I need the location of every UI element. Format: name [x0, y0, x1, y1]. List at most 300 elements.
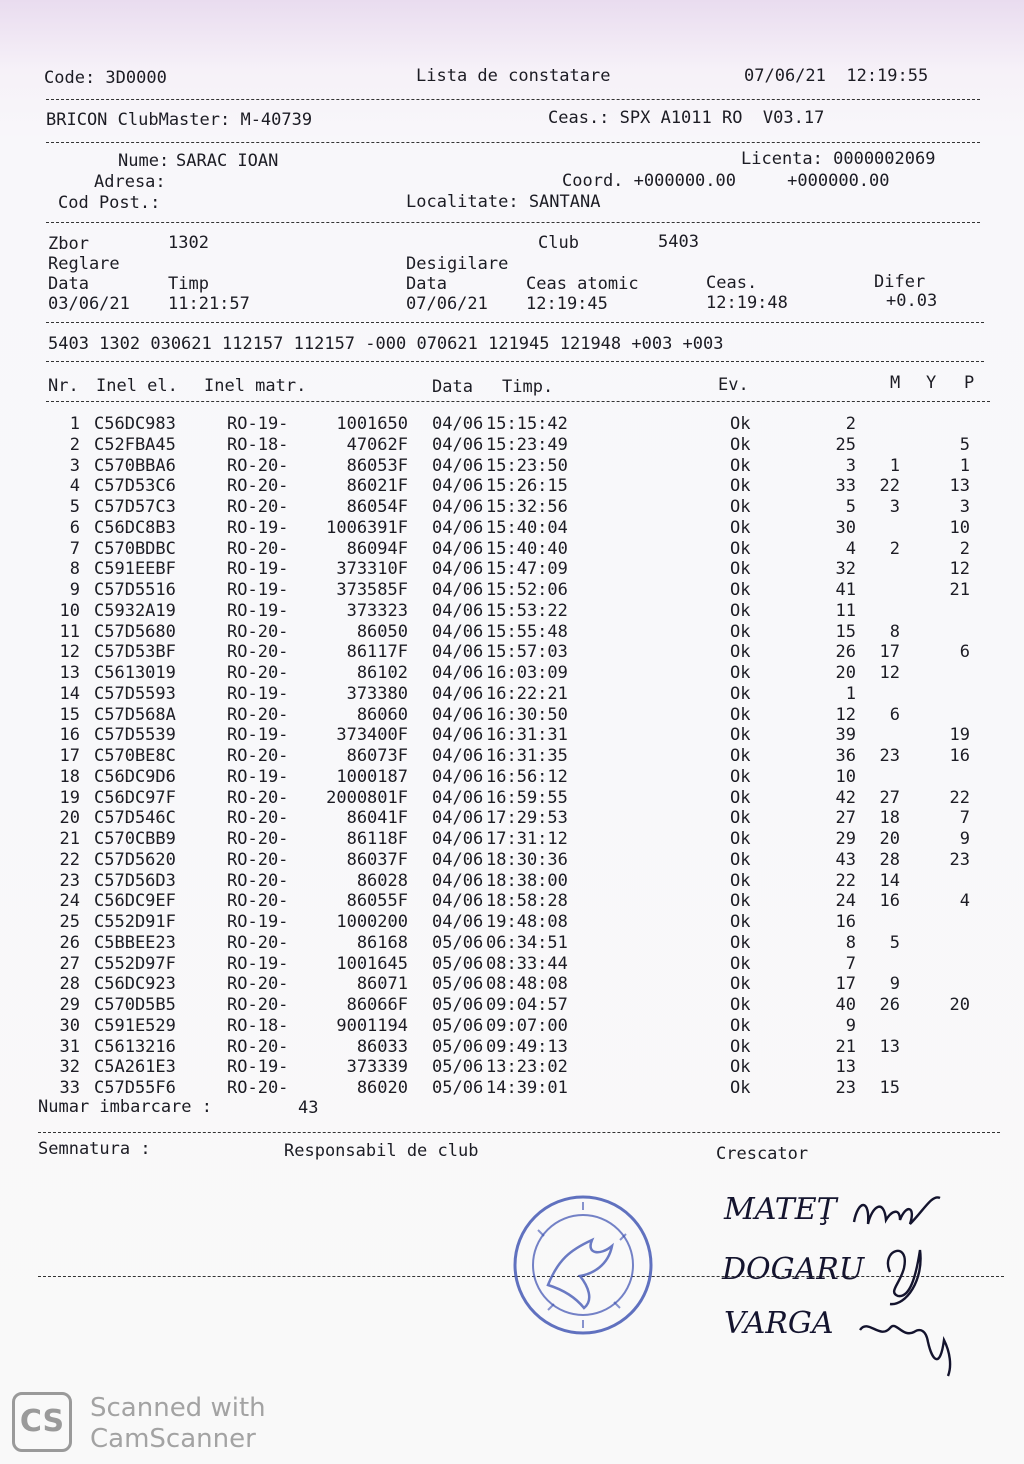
reglare-data: 03/06/21: [48, 294, 130, 314]
col-timp: Timp.: [502, 377, 554, 397]
row-number: 10: [59, 600, 80, 621]
col-p-value: 19: [949, 725, 970, 746]
codpost-label: Cod Post.:: [58, 193, 161, 213]
col-y-value: 22: [879, 476, 900, 497]
ring-prefix: RO-19-: [227, 1057, 289, 1078]
table-row: [0, 954, 1024, 975]
arrival-time: 15:23:49: [486, 434, 568, 455]
arrival-time: 18:58:28: [486, 891, 568, 912]
arrival-time: 08:33:44: [486, 953, 568, 974]
col-m-value: 16: [835, 912, 856, 932]
divider: [46, 401, 990, 402]
table-row: [0, 1057, 1024, 1078]
electronic-ring: C56DC9D6: [94, 766, 176, 787]
ring-prefix: RO-20-: [227, 476, 289, 497]
event-status: Ok: [730, 808, 751, 829]
ring-number: 86041F: [346, 808, 408, 829]
event-status: Ok: [730, 1036, 751, 1057]
event-status: Ok: [730, 746, 751, 766]
table-row: [0, 580, 1024, 601]
electronic-ring: C57D568A: [94, 704, 176, 725]
table-row: [0, 1078, 1024, 1099]
divider: [46, 322, 984, 323]
table-row: [0, 414, 1024, 435]
ring-number: 86054F: [346, 497, 408, 517]
col-m-value: 41: [835, 580, 856, 600]
col-m-value: 42: [835, 787, 856, 808]
row-number: 12: [59, 642, 80, 663]
table-row: [0, 871, 1024, 892]
divider: [38, 1132, 1000, 1133]
ring-prefix: RO-20-: [227, 995, 289, 1015]
col-m-value: 17: [835, 974, 856, 995]
event-status: Ok: [730, 683, 751, 704]
col-inel-el: Inel el.: [96, 376, 178, 396]
ceas-label: Ceas.: [706, 273, 758, 293]
col-m-value: 36: [835, 746, 856, 766]
event-status: Ok: [730, 621, 751, 642]
arrival-date: 05/06: [432, 1078, 484, 1098]
col-y-value: 13: [879, 1036, 900, 1057]
col-y-value: 26: [879, 995, 900, 1015]
zbor-value: 1302: [168, 233, 209, 253]
col-y-value: 1: [889, 455, 900, 476]
event-status: Ok: [730, 538, 751, 559]
arrival-date: 04/06: [432, 580, 484, 600]
arrival-date: 05/06: [432, 1057, 484, 1078]
col-m-value: 22: [835, 870, 856, 891]
col-y-value: 18: [879, 808, 900, 829]
electronic-ring: C5932A19: [94, 600, 176, 621]
row-number: 33: [59, 1078, 80, 1098]
arrival-time: 16:31:35: [486, 746, 568, 766]
electronic-ring: C57D56D3: [94, 870, 176, 891]
col-m-value: 3: [845, 455, 856, 476]
col-y-value: 3: [889, 497, 900, 517]
col-m-value: 25: [835, 434, 856, 455]
license-text: Licenta: 0000002069: [741, 149, 936, 169]
arrival-time: 18:38:00: [486, 870, 568, 891]
electronic-ring: C5BBEE23: [94, 932, 176, 953]
arrival-time: 16:03:09: [486, 663, 568, 683]
ring-number: 373310F: [336, 559, 408, 580]
ring-number: 86117F: [346, 642, 408, 663]
ceas-atomic-value: 12:19:45: [526, 294, 608, 314]
ring-prefix: RO-20-: [227, 829, 289, 849]
col-m-value: 32: [835, 559, 856, 580]
table-row: [0, 642, 1024, 663]
event-status: Ok: [730, 974, 751, 995]
ring-prefix: RO-20-: [227, 538, 289, 559]
ring-number: 373380: [346, 683, 408, 704]
table-row: [0, 933, 1024, 954]
electronic-ring: C56DC923: [94, 974, 176, 995]
ring-number: 86050: [356, 621, 408, 642]
table-row: [0, 705, 1024, 726]
ceas-atomic-label: Ceas atomic: [526, 274, 639, 294]
arrival-date: 04/06: [432, 517, 484, 538]
col-m-value: 2: [845, 414, 856, 434]
arrival-time: 16:30:50: [486, 704, 568, 725]
event-status: Ok: [730, 580, 751, 600]
event-status: Ok: [730, 600, 751, 621]
ring-prefix: RO-20-: [227, 497, 289, 517]
row-number: 16: [59, 725, 80, 746]
col-m-value: 39: [835, 725, 856, 746]
electronic-ring: C56DC9EF: [94, 891, 176, 912]
electronic-ring: C57D55F6: [94, 1078, 176, 1098]
row-number: 28: [59, 974, 80, 995]
col-m-value: 5: [845, 497, 856, 517]
col-p-value: 22: [949, 787, 970, 808]
arrival-date: 04/06: [432, 621, 484, 642]
col-m-value: 24: [835, 891, 856, 912]
row-number: 17: [59, 746, 80, 766]
col-m-value: 13: [835, 1057, 856, 1078]
row-number: 1: [69, 414, 80, 434]
row-number: 26: [59, 932, 80, 953]
row-number: 27: [59, 953, 80, 974]
ring-number: 86102: [356, 663, 408, 683]
ring-prefix: RO-20-: [227, 849, 289, 870]
col-p-value: 4: [959, 891, 970, 912]
col-y-value: 8: [889, 621, 900, 642]
reglare-data-label: Data: [48, 274, 89, 294]
table-row: [0, 684, 1024, 705]
col-p-value: 9: [959, 829, 970, 849]
arrival-time: 16:22:21: [486, 683, 568, 704]
ring-number: 86168: [356, 932, 408, 953]
event-status: Ok: [730, 559, 751, 580]
camscanner-line-2: CamScanner: [90, 1424, 256, 1454]
col-p-value: 1: [959, 455, 970, 476]
ring-prefix: RO-20-: [227, 455, 289, 476]
numar-label: Numar imbarcare :: [38, 1097, 212, 1117]
ring-prefix: RO-20-: [227, 808, 289, 829]
col-m-value: 7: [845, 953, 856, 974]
col-m-value: 12: [835, 704, 856, 725]
row-number: 13: [59, 663, 80, 683]
table-row: [0, 912, 1024, 933]
electronic-ring: C56DC983: [94, 414, 176, 434]
ring-number: 1001650: [336, 414, 408, 434]
table-row: [0, 497, 1024, 518]
arrival-date: 04/06: [432, 725, 484, 746]
table-row: [0, 1037, 1024, 1058]
ring-prefix: RO-20-: [227, 663, 289, 683]
row-number: 31: [59, 1036, 80, 1057]
col-p-value: 6: [959, 642, 970, 663]
event-status: Ok: [730, 642, 751, 663]
col-m-value: 21: [835, 1036, 856, 1057]
electronic-ring: C57D5539: [94, 725, 176, 746]
col-y-value: 9: [889, 974, 900, 995]
col-y-value: 17: [879, 642, 900, 663]
arrival-time: 15:40:40: [486, 538, 568, 559]
arrival-date: 04/06: [432, 642, 484, 663]
row-number: 32: [59, 1057, 80, 1078]
arrival-date: 04/06: [432, 476, 484, 497]
electronic-ring: C5613216: [94, 1036, 176, 1057]
arrival-time: 16:59:55: [486, 787, 568, 808]
table-row: [0, 995, 1024, 1016]
electronic-ring: C57D53BF: [94, 642, 176, 663]
row-number: 22: [59, 849, 80, 870]
arrival-date: 04/06: [432, 455, 484, 476]
electronic-ring: C591EEBF: [94, 559, 176, 580]
arrival-time: 17:31:12: [486, 829, 568, 849]
ring-number: 86118F: [346, 829, 408, 849]
reglare-label: Reglare: [48, 254, 120, 274]
arrival-date: 04/06: [432, 787, 484, 808]
zbor-label: Zbor: [48, 234, 89, 254]
crescator-label: Crescator: [716, 1144, 809, 1164]
col-m-value: 1: [845, 683, 856, 704]
ring-number: 373585F: [336, 580, 408, 600]
responsabil-label: Responsabil de club: [284, 1141, 479, 1161]
arrival-time: 15:47:09: [486, 559, 568, 580]
ring-number: 86021F: [346, 476, 408, 497]
table-row: [0, 518, 1024, 539]
event-status: Ok: [730, 434, 751, 455]
ring-prefix: RO-19-: [227, 600, 289, 621]
col-y-value: 28: [879, 849, 900, 870]
col-m-value: 9: [845, 1015, 856, 1036]
event-status: Ok: [730, 953, 751, 974]
ring-prefix: RO-19-: [227, 953, 289, 974]
arrival-time: 16:56:12: [486, 766, 568, 787]
row-number: 8: [69, 559, 80, 580]
difer-value: +0.03: [886, 291, 938, 311]
col-p-value: 13: [949, 476, 970, 497]
arrival-time: 08:48:08: [486, 974, 568, 995]
electronic-ring: C552D91F: [94, 912, 176, 932]
ring-number: 1006391F: [326, 517, 408, 538]
electronic-ring: C56DC97F: [94, 787, 176, 808]
arrival-date: 04/06: [432, 808, 484, 829]
arrival-date: 05/06: [432, 995, 484, 1015]
electronic-ring: C57D546C: [94, 808, 176, 829]
ring-number: 373339: [346, 1057, 408, 1078]
ring-number: 373400F: [336, 725, 408, 746]
arrival-time: 17:29:53: [486, 808, 568, 829]
row-number: 18: [59, 766, 80, 787]
col-y-value: 15: [879, 1078, 900, 1098]
divider: [46, 142, 980, 143]
electronic-ring: C570BDBC: [94, 538, 176, 559]
ring-prefix: RO-20-: [227, 621, 289, 642]
table-row: [0, 850, 1024, 871]
table-row: [0, 788, 1024, 809]
semnatura-label: Semnatura :: [38, 1139, 151, 1159]
ring-number: 47062F: [346, 434, 408, 455]
arrival-time: 15:32:56: [486, 497, 568, 517]
ring-number: 86060: [356, 704, 408, 725]
arrival-date: 04/06: [432, 538, 484, 559]
ring-number: 86066F: [346, 995, 408, 1015]
electronic-ring: C570D5B5: [94, 995, 176, 1015]
desig-data: 07/06/21: [406, 294, 488, 314]
arrival-time: 15:23:50: [486, 455, 568, 476]
ring-prefix: RO-19-: [227, 517, 289, 538]
handwritten-signatures: [840, 1180, 970, 1380]
ring-number: 1000187: [336, 766, 408, 787]
event-status: Ok: [730, 704, 751, 725]
event-status: Ok: [730, 766, 751, 787]
ring-number: 1000200: [336, 912, 408, 932]
table-row: [0, 456, 1024, 477]
arrival-time: 18:30:36: [486, 849, 568, 870]
numar-value: 43: [298, 1098, 319, 1118]
arrival-date: 04/06: [432, 912, 484, 932]
arrival-time: 15:55:48: [486, 621, 568, 642]
arrival-time: 09:49:13: [486, 1036, 568, 1057]
electronic-ring: C57D5620: [94, 849, 176, 870]
ring-number: 86033: [356, 1036, 408, 1057]
row-number: 15: [59, 704, 80, 725]
desigilare-label: Desigilare: [406, 254, 509, 274]
table-row: [0, 476, 1024, 497]
table-row: [0, 663, 1024, 684]
ceas-value: 12:19:48: [706, 293, 788, 313]
table-row: [0, 559, 1024, 580]
col-p: P: [964, 373, 975, 393]
arrival-time: 16:31:31: [486, 725, 568, 746]
code-text: Code: 3D0000: [44, 68, 167, 88]
adresa-label: Adresa:: [94, 172, 166, 192]
col-p-value: 7: [959, 808, 970, 829]
owner-name: SARAC IOAN: [176, 151, 279, 171]
arrival-date: 04/06: [432, 663, 484, 683]
handwritten-name-3: VARGA: [724, 1306, 834, 1341]
event-status: Ok: [730, 455, 751, 476]
row-number: 2: [69, 434, 80, 455]
event-status: Ok: [730, 891, 751, 912]
arrival-date: 04/06: [432, 849, 484, 870]
ring-prefix: RO-19-: [227, 766, 289, 787]
row-number: 21: [59, 829, 80, 849]
ring-prefix: RO-20-: [227, 870, 289, 891]
row-number: 6: [69, 517, 80, 538]
event-status: Ok: [730, 932, 751, 953]
electronic-ring: C570BBA6: [94, 455, 176, 476]
ring-prefix: RO-19-: [227, 580, 289, 600]
col-y-value: 5: [889, 932, 900, 953]
col-m-value: 23: [835, 1078, 856, 1098]
col-m-value: 43: [835, 849, 856, 870]
electronic-ring: C57D5593: [94, 683, 176, 704]
ring-number: 86028: [356, 870, 408, 891]
arrival-time: 13:23:02: [486, 1057, 568, 1078]
ring-prefix: RO-20-: [227, 787, 289, 808]
arrival-date: 04/06: [432, 829, 484, 849]
ring-prefix: RO-19-: [227, 414, 289, 434]
row-number: 24: [59, 891, 80, 912]
col-m-value: 15: [835, 621, 856, 642]
table-row: [0, 767, 1024, 788]
col-p-value: 10: [949, 517, 970, 538]
col-m-value: 4: [845, 538, 856, 559]
arrival-time: 09:07:00: [486, 1015, 568, 1036]
col-nr: Nr.: [48, 376, 79, 396]
arrival-time: 19:48:08: [486, 912, 568, 932]
arrival-date: 04/06: [432, 434, 484, 455]
print-datetime: 07/06/21 12:19:55: [744, 66, 929, 86]
col-m-value: 33: [835, 476, 856, 497]
event-status: Ok: [730, 663, 751, 683]
arrival-time: 15:57:03: [486, 642, 568, 663]
arrival-time: 14:39:01: [486, 1078, 568, 1098]
electronic-ring: C570BE8C: [94, 746, 176, 766]
ring-prefix: RO-19-: [227, 559, 289, 580]
divider: [46, 222, 980, 223]
camscanner-logo: CS: [12, 1392, 72, 1452]
arrival-time: 15:40:04: [486, 517, 568, 538]
arrival-date: 05/06: [432, 953, 484, 974]
ring-number: 9001194: [336, 1015, 408, 1036]
row-number: 20: [59, 808, 80, 829]
event-status: Ok: [730, 870, 751, 891]
ring-number: 2000801F: [326, 787, 408, 808]
arrival-date: 05/06: [432, 974, 484, 995]
electronic-ring: C56DC8B3: [94, 517, 176, 538]
col-m-value: 26: [835, 642, 856, 663]
row-number: 23: [59, 870, 80, 891]
col-m-value: 11: [835, 600, 856, 621]
summary-code-line: 5403 1302 030621 112157 112157 -000 070621 121945 121948 +003 +003: [48, 334, 724, 354]
ring-number: 86037F: [346, 849, 408, 870]
col-inel-matr: Inel matr.: [204, 376, 307, 396]
ring-prefix: RO-20-: [227, 704, 289, 725]
arrival-date: 04/06: [432, 746, 484, 766]
event-status: Ok: [730, 1057, 751, 1078]
event-status: Ok: [730, 995, 751, 1015]
arrival-date: 05/06: [432, 1015, 484, 1036]
col-y-value: 23: [879, 746, 900, 766]
col-ev: Ev.: [718, 375, 749, 395]
handwritten-name-2: DOGARU: [722, 1252, 865, 1287]
ring-number: 373323: [346, 600, 408, 621]
ring-prefix: RO-20-: [227, 932, 289, 953]
ring-prefix: RO-20-: [227, 746, 289, 766]
ring-number: 86073F: [346, 746, 408, 766]
table-row: [0, 746, 1024, 767]
col-p-value: 3: [959, 497, 970, 517]
event-status: Ok: [730, 1078, 751, 1098]
event-status: Ok: [730, 787, 751, 808]
divider: [46, 361, 984, 362]
ring-number: 86094F: [346, 538, 408, 559]
ring-prefix: RO-20-: [227, 1036, 289, 1057]
ring-prefix: RO-19-: [227, 683, 289, 704]
electronic-ring: C5613019: [94, 663, 176, 683]
ring-prefix: RO-18-: [227, 434, 289, 455]
arrival-date: 04/06: [432, 600, 484, 621]
club-label: Club: [538, 233, 579, 253]
col-y-value: 14: [879, 870, 900, 891]
arrival-time: 15:26:15: [486, 476, 568, 497]
arrival-time: 09:04:57: [486, 995, 568, 1015]
col-p-value: 12: [949, 559, 970, 580]
col-p-value: 5: [959, 434, 970, 455]
col-m-value: 10: [835, 766, 856, 787]
arrival-date: 05/06: [432, 932, 484, 953]
row-number: 14: [59, 683, 80, 704]
ring-prefix: RO-20-: [227, 891, 289, 912]
club-stamp: [508, 1190, 658, 1340]
arrival-date: 04/06: [432, 766, 484, 787]
table-row: [0, 622, 1024, 643]
